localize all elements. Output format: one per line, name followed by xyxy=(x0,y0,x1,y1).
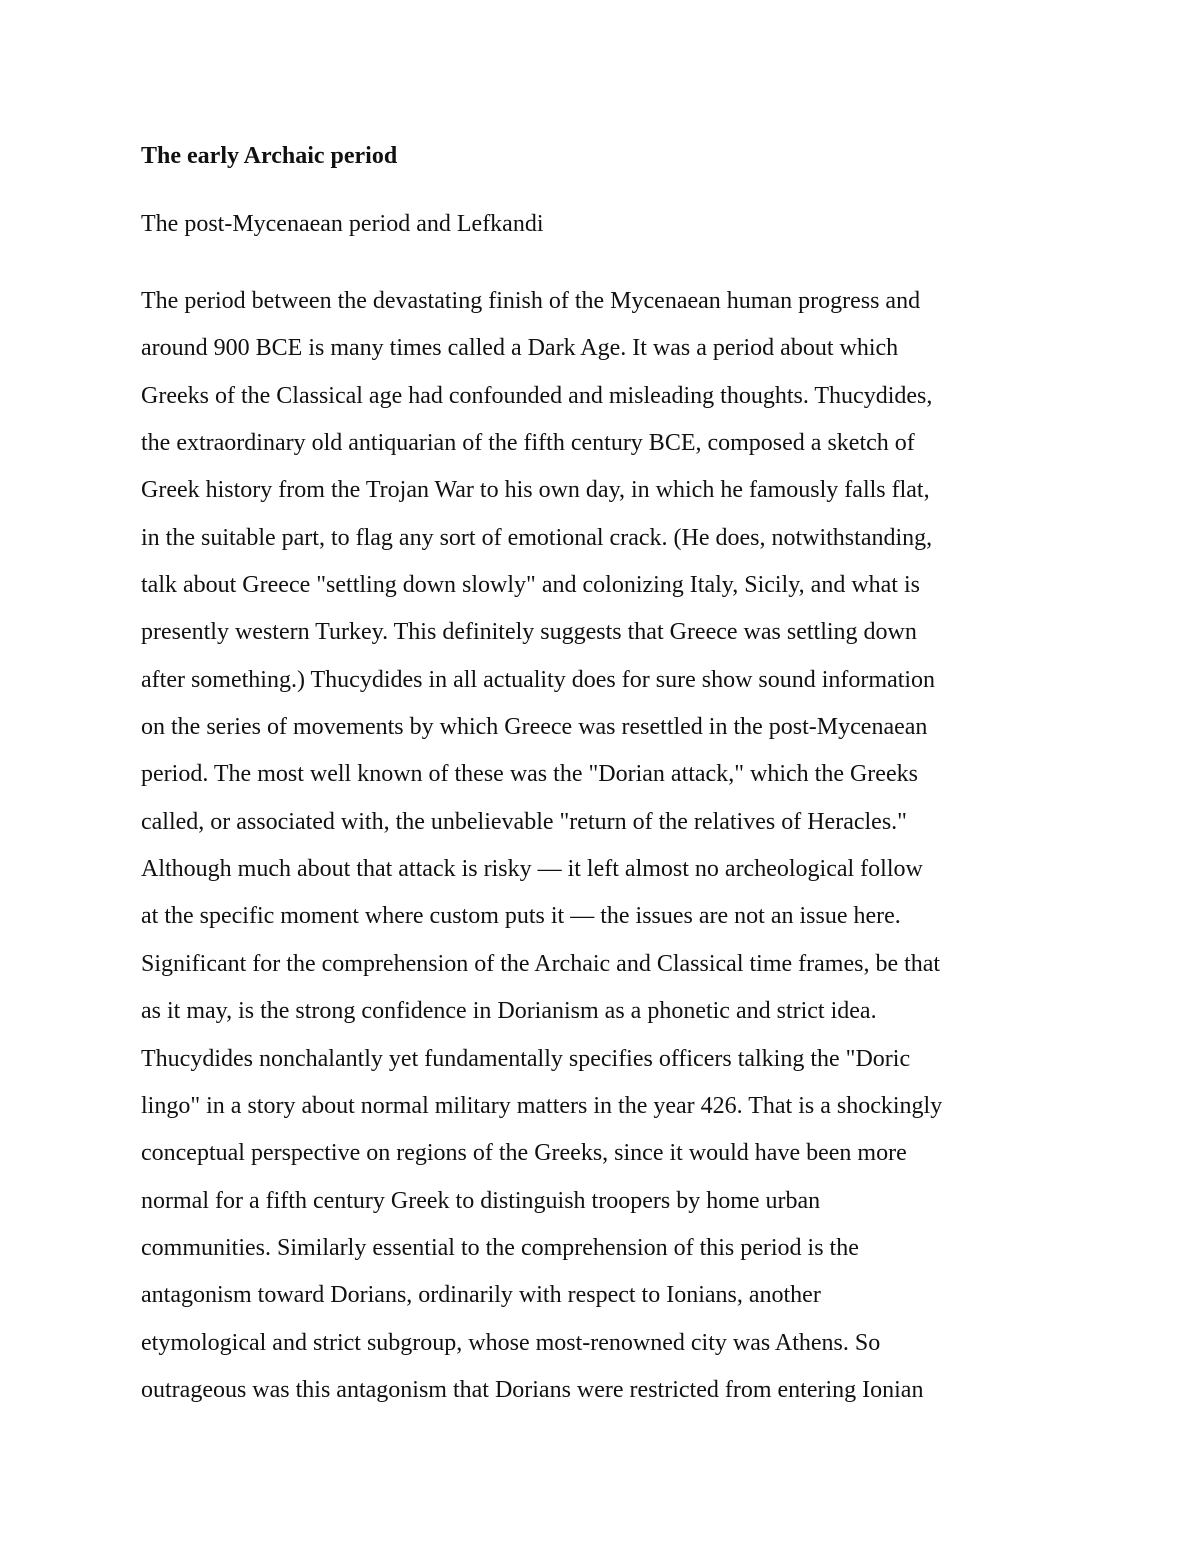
body-line: Greek history from the Trojan War to his own day, in which he famously falls flat, xyxy=(141,477,930,504)
body-line: Greeks of the Classical age had confounded and misleading thoughts. Thucydides, xyxy=(141,382,933,409)
body-line: outrageous was this antagonism that Dorians were restricted from entering Ionian xyxy=(141,1376,924,1403)
body-line: in the suitable part, to flag any sort of emotional crack. (He does, notwithstanding, xyxy=(141,524,933,551)
body-line: etymological and strict subgroup, whose most-renowned city was Athens. So xyxy=(141,1329,881,1356)
body-line: at the specific moment where custom puts it — the issues are not an issue here. xyxy=(141,903,901,930)
body-line: conceptual perspective on regions of the Greeks, since it would have been more xyxy=(141,1140,907,1167)
body-line: normal for a fifth century Greek to distinguish troopers by home urban xyxy=(141,1187,821,1214)
body-line: The period between the devastating finish of the Mycenaean human progress and xyxy=(141,288,921,314)
body-line: lingo" in a story about normal military matters in the year 426. That is a shockingly xyxy=(141,1092,943,1119)
body-line: antagonism toward Dorians, ordinarily with respect to Ionians, another xyxy=(141,1282,821,1309)
body-line: Thucydides nonchalantly yet fundamentally specifies officers talking the "Doric xyxy=(141,1045,911,1072)
body-line: called, or associated with, the unbelievable "return of the relatives of Heracles." xyxy=(141,808,907,835)
document-body xyxy=(141,278,942,1414)
document-subheading: The post-Mycenaean period and Lefkandi xyxy=(141,211,544,237)
body-line: after something.) Thucydides in all actuality does for sure show sound information xyxy=(141,666,936,693)
body-line: Although much about that attack is risky — it left almost no archeological follow xyxy=(141,856,923,883)
body-line: Significant for the comprehension of the Archaic and Classical time frames, be that xyxy=(141,950,941,977)
body-line: on the series of movements by which Greece was resettled in the post-Mycenaean xyxy=(141,714,928,741)
body-line: communities. Similarly essential to the comprehension of this period is the xyxy=(141,1234,859,1261)
body-line: around 900 BCE is many times called a Dark Age. It was a period about which xyxy=(141,335,899,362)
document-heading: The early Archaic period xyxy=(141,143,398,169)
body-line: presently western Turkey. This definitely suggests that Greece was settling down xyxy=(141,619,917,646)
body-line: the extraordinary old antiquarian of the fifth century BCE, composed a sketch of xyxy=(141,430,915,457)
body-line: talk about Greece "settling down slowly" and colonizing Italy, Sicily, and what is xyxy=(141,572,920,599)
body-line: period. The most well known of these was the "Dorian attack," which the Greeks xyxy=(141,761,918,788)
body-line: as it may, is the strong confidence in Dorianism as a phonetic and strict idea. xyxy=(141,998,877,1025)
